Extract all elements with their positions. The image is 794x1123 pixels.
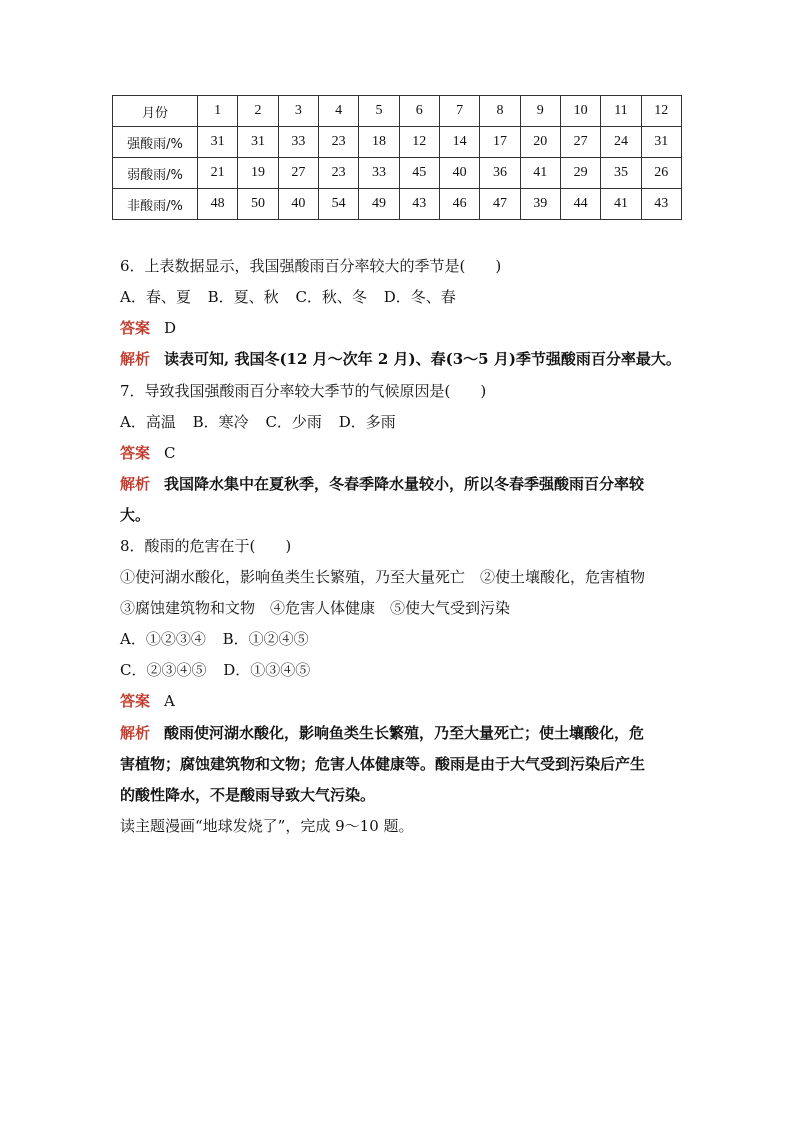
answer-label: 答案 [120,319,151,337]
table-cell: 3 [278,96,318,127]
question-7-options [120,412,408,432]
question-8-stem: 8．酸雨的危害在于( ) [120,537,292,555]
option-c: C．②③④⑤ [120,661,207,679]
table-cell: 弱酸雨/% [113,158,198,189]
question-8-items-2: ③腐蚀建筑物和文物 ④危害人体健康 ⑤使大气受到污染 [120,599,511,617]
answer-label: 答案 [120,692,151,710]
table-cell: 11 [601,96,641,127]
table-cell: 21 [198,158,238,189]
table-cell: 39 [520,189,560,220]
question-7-answer [120,443,176,463]
table-cell: 27 [560,127,600,158]
table-cell: 33 [359,158,399,189]
table-row [113,127,682,158]
table-cell: 1 [198,96,238,127]
table-cell: 6 [399,96,439,127]
table-cell: 8 [480,96,520,127]
table-row [113,189,682,220]
table-cell: 4 [318,96,358,127]
answer-value: C [164,444,176,462]
table-cell: 23 [318,158,358,189]
table-cell: 31 [238,127,278,158]
table-cell: 33 [278,127,318,158]
table-cell: 48 [198,189,238,220]
table-cell: 50 [238,189,278,220]
option-b: B．夏、秋 [207,288,279,306]
table-cell: 27 [278,158,318,189]
option-d: D．多雨 [338,413,396,431]
table-cell: 18 [359,127,399,158]
question-8-answer [120,691,175,711]
acid-rain-table [112,95,682,220]
table-cell: 26 [641,158,681,189]
question-6-answer [120,318,176,338]
option-b: B．①②④⑤ [222,630,309,648]
table-cell: 43 [399,189,439,220]
analysis-text: 我国降水集中在夏秋季，冬春季降水量较小，所以冬春季强酸雨百分率较 [164,475,645,493]
option-d: D．冬、春 [383,288,456,306]
table-cell: 41 [520,158,560,189]
table-cell: 12 [399,127,439,158]
table-cell: 49 [359,189,399,220]
question-7-analysis-cont: 大。 [120,506,151,524]
analysis-label: 解析 [120,475,151,493]
analysis-label: 解析 [120,724,151,742]
table-cell: 46 [439,189,479,220]
question-8-options-2 [120,660,322,680]
question-6-stem: 6．上表数据显示，我国强酸雨百分率较大的季节是( ) [120,257,502,275]
table-cell: 7 [439,96,479,127]
analysis-label: 解析 [120,350,151,368]
question-8-items-1: ①使河湖水酸化，影响鱼类生长繁殖，乃至大量死亡 ②使土壤酸化，危害植物 [120,568,646,586]
table-cell: 31 [198,127,238,158]
table-cell: 月份 [113,96,198,127]
table-cell: 24 [601,127,641,158]
table-cell: 44 [560,189,600,220]
analysis-text: 读表可知, 我国冬(12 月～次年 2 月)、春(3～5 月)季节强酸雨百分率最大。 [164,350,681,368]
table-cell: 23 [318,127,358,158]
option-a: A．①②③④ [120,630,206,648]
table-cell: 41 [601,189,641,220]
question-8-analysis [120,723,644,743]
question-7-stem: 7．导致我国强酸雨百分率较大季节的气候原因是( ) [120,382,487,400]
option-a: A．春、夏 [120,288,191,306]
table-cell: 强酸雨/% [113,127,198,158]
answer-value: D [164,319,177,337]
question-6-analysis [120,349,681,369]
table-cell: 40 [439,158,479,189]
table-cell: 31 [641,127,681,158]
question-6-options [120,287,468,307]
question-8-analysis-cont-2: 的酸性降水，不是酸雨导致大气污染。 [120,786,376,804]
table-cell: 54 [318,189,358,220]
table-cell: 17 [480,127,520,158]
analysis-text: 酸雨使河湖水酸化，影响鱼类生长繁殖，乃至大量死亡；使土壤酸化，危 [164,724,645,742]
table-cell: 20 [520,127,560,158]
option-a: A．高温 [120,413,176,431]
table-cell: 40 [278,189,318,220]
answer-label: 答案 [120,444,151,462]
option-b: B．寒冷 [192,413,249,431]
answer-value: A [164,692,175,710]
table-cell: 35 [601,158,641,189]
question-8-analysis-cont-1: 害植物；腐蚀建筑物和文物；危害人体健康等。酸雨是由于大气受到污染后产生 [120,755,646,773]
question-8-options-1 [120,629,321,649]
table-cell: 19 [238,158,278,189]
table-cell: 47 [480,189,520,220]
option-c: C．少雨 [265,413,322,431]
table-row [113,158,682,189]
table-cell: 10 [560,96,600,127]
table-header-row [113,96,682,127]
table-cell: 36 [480,158,520,189]
option-d: D．①③④⑤ [223,661,311,679]
table-cell: 非酸雨/% [113,189,198,220]
table-cell: 2 [238,96,278,127]
table-cell: 45 [399,158,439,189]
question-7-analysis [120,474,644,494]
next-section-intro: 读主题漫画“地球发烧了”，完成 9～10 题。 [120,817,414,835]
table-cell: 14 [439,127,479,158]
table-cell: 43 [641,189,681,220]
table-cell: 12 [641,96,681,127]
table-cell: 5 [359,96,399,127]
option-c: C．秋、冬 [295,288,367,306]
table-cell: 29 [560,158,600,189]
table-cell: 9 [520,96,560,127]
